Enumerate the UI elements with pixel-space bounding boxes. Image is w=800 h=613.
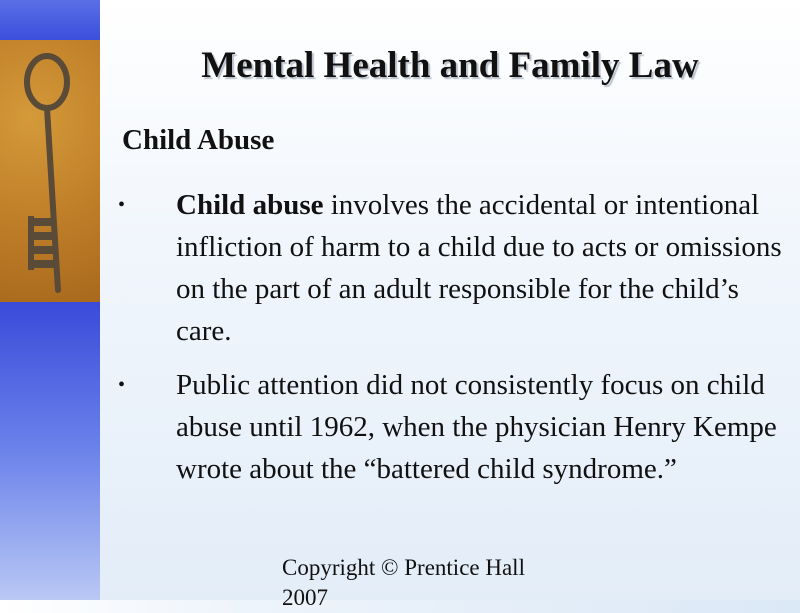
bullet-text: involves the accidental or intentional infliction of harm to a child due to acts or omissions on the part of an adult responsible for the child’s care. (176, 189, 782, 347)
bullet-item (110, 364, 790, 490)
antique-key-image (0, 40, 100, 302)
bullet-bold-term: Child abuse (176, 189, 324, 221)
bullet-marker: • (118, 374, 126, 396)
bullet-item (110, 184, 790, 352)
bullet-marker: • (118, 194, 126, 216)
bullet-list (110, 184, 790, 502)
sidebar-band (0, 0, 100, 600)
slide-subtitle: Child Abuse (122, 124, 275, 156)
slide-title: Mental Health and Family Law (201, 45, 699, 86)
sidebar-top-strip (0, 0, 100, 40)
bullet-text: Public attention did not consistently focus on child abuse until 1962, when the physician Henry Kempe wrote about the “battered child syndrome.” (176, 369, 777, 485)
copyright-footer: Copyright © Prentice Hall 2007 (282, 555, 525, 610)
